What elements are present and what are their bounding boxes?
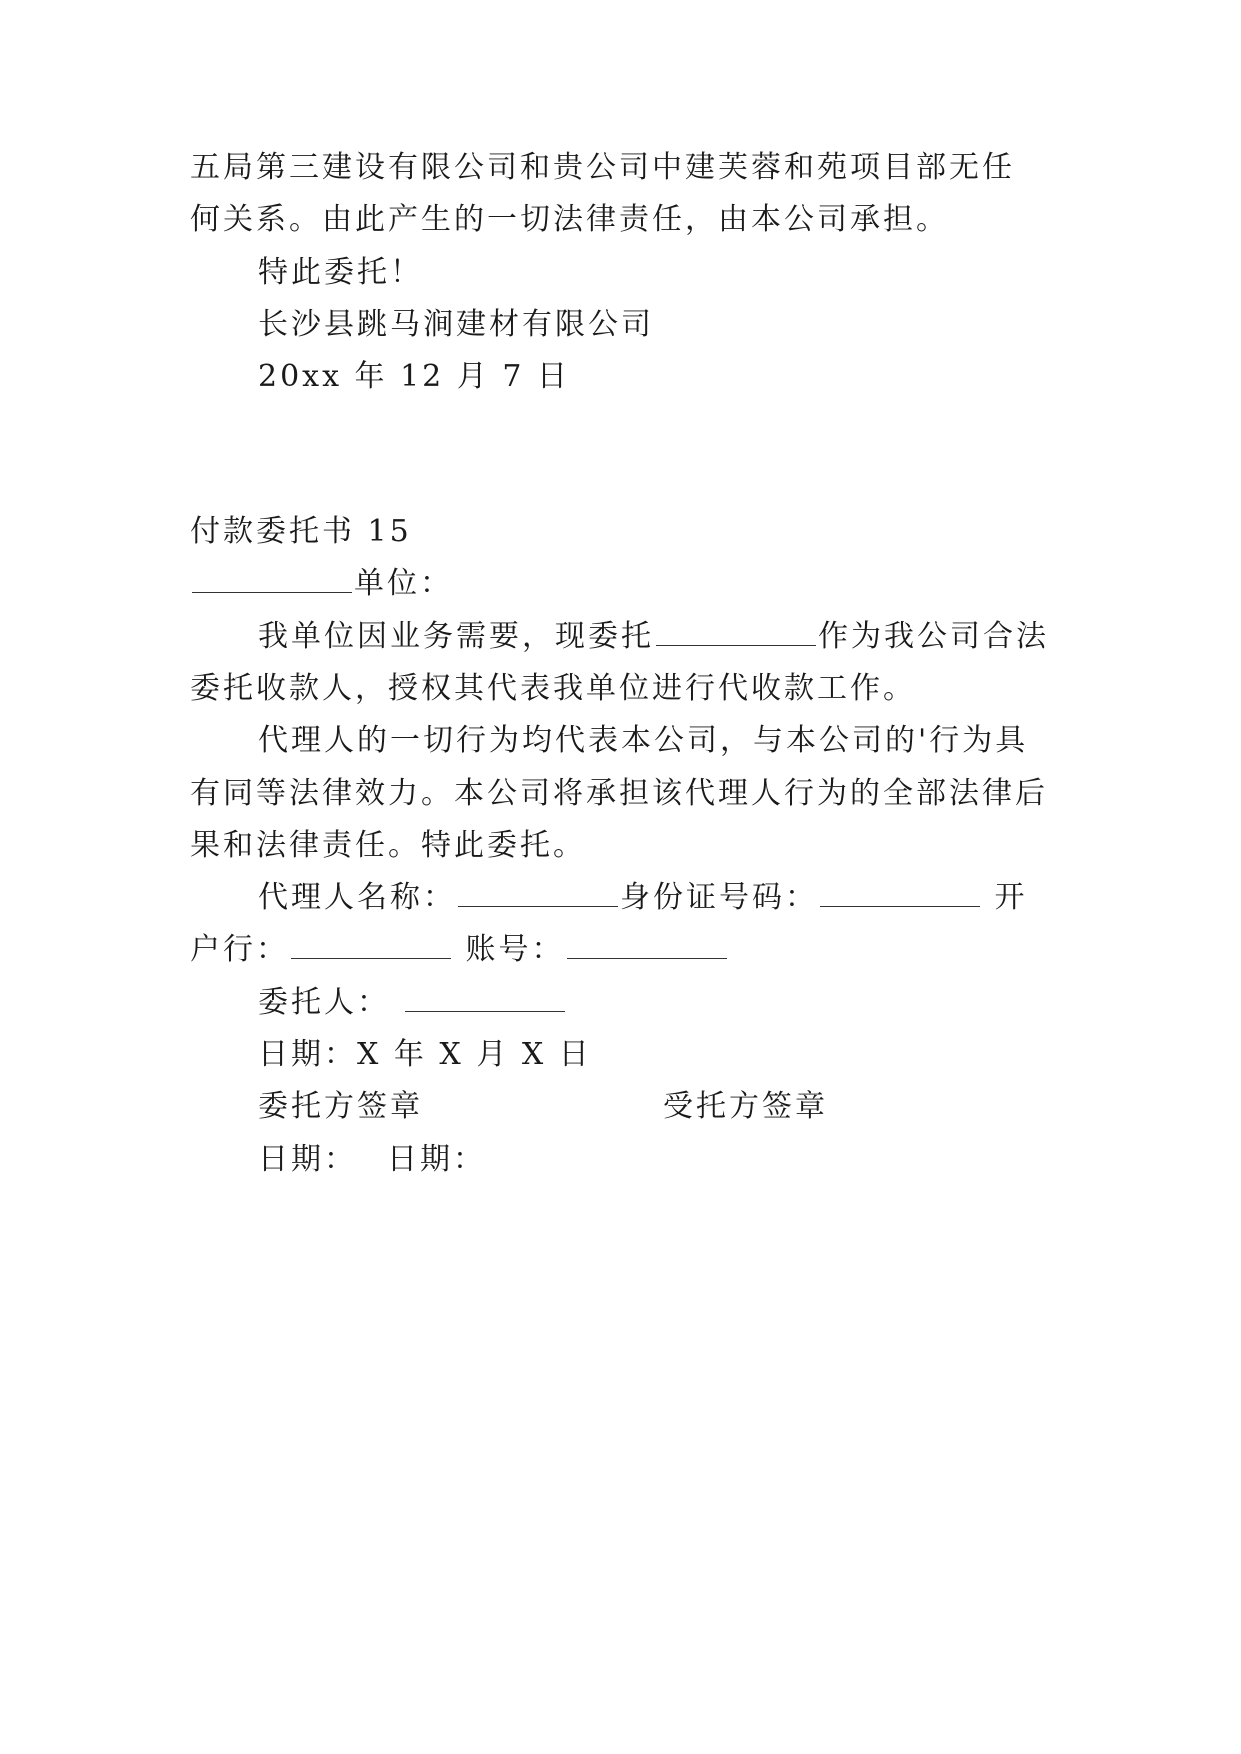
agent-name-label: 代理人名称： [258, 880, 456, 915]
agent-seal-label: 受托方签章 [663, 1089, 828, 1124]
signature-date: 20xx 年 12 月 7 日 [258, 359, 570, 394]
para2-line-2: 有同等法律效力。本公司将承担该代理人行为的全部法律后 [190, 776, 1048, 811]
bank-label-a: 开 [994, 880, 1028, 915]
bank-line [190, 930, 1060, 970]
account-label: 账号： [465, 932, 565, 967]
agent-name-blank [458, 878, 618, 907]
para1-line-2: 委托收款人，授权其代表我单位进行代收款工作。 [190, 671, 916, 706]
id-blank [820, 878, 980, 907]
closing-text: 特此委托！ [258, 255, 423, 290]
seal-line [258, 1087, 1128, 1127]
seal-date-label-2: 日期： [387, 1142, 486, 1177]
para1-text-a: 我单位因业务需要，现委托 [258, 619, 654, 654]
principal-seal-label: 委托方签章 [258, 1089, 423, 1124]
id-label: 身份证号码： [620, 880, 818, 915]
section-title: 付款委托书 15 [190, 514, 412, 549]
para2-line-3: 果和法律责任。特此委托。 [190, 828, 586, 863]
principal-line [258, 983, 1128, 1023]
body-line-1: 五局第三建设有限公司和贵公司中建芙蓉和苑项目部无任 [190, 150, 1015, 185]
addressee-blank [192, 564, 352, 593]
date-line: 日期：X 年 X 月 X 日 [258, 1037, 592, 1072]
principal-blank [405, 983, 565, 1012]
para1-text-b: 作为我公司合法 [818, 619, 1049, 654]
account-blank [567, 930, 727, 959]
para1-line-1 [258, 617, 1128, 657]
bank-label-b: 户行： [190, 932, 289, 967]
seal-date-line [258, 1140, 1128, 1180]
seal-date-label-1: 日期： [258, 1142, 357, 1177]
agent-info-line [258, 878, 1128, 918]
para2-line-1: 代理人的一切行为均代表本公司，与本公司的'行为具 [258, 723, 1029, 758]
principal-label: 委托人： [258, 985, 390, 1020]
addressee-line [190, 564, 1060, 604]
body-line-2: 何关系。由此产生的一切法律责任，由本公司承担。 [190, 202, 949, 237]
bank-blank [291, 930, 451, 959]
addressee-suffix: 单位： [354, 566, 453, 601]
company-name: 长沙县跳马涧建材有限公司 [258, 307, 654, 342]
agent-blank [656, 617, 816, 646]
